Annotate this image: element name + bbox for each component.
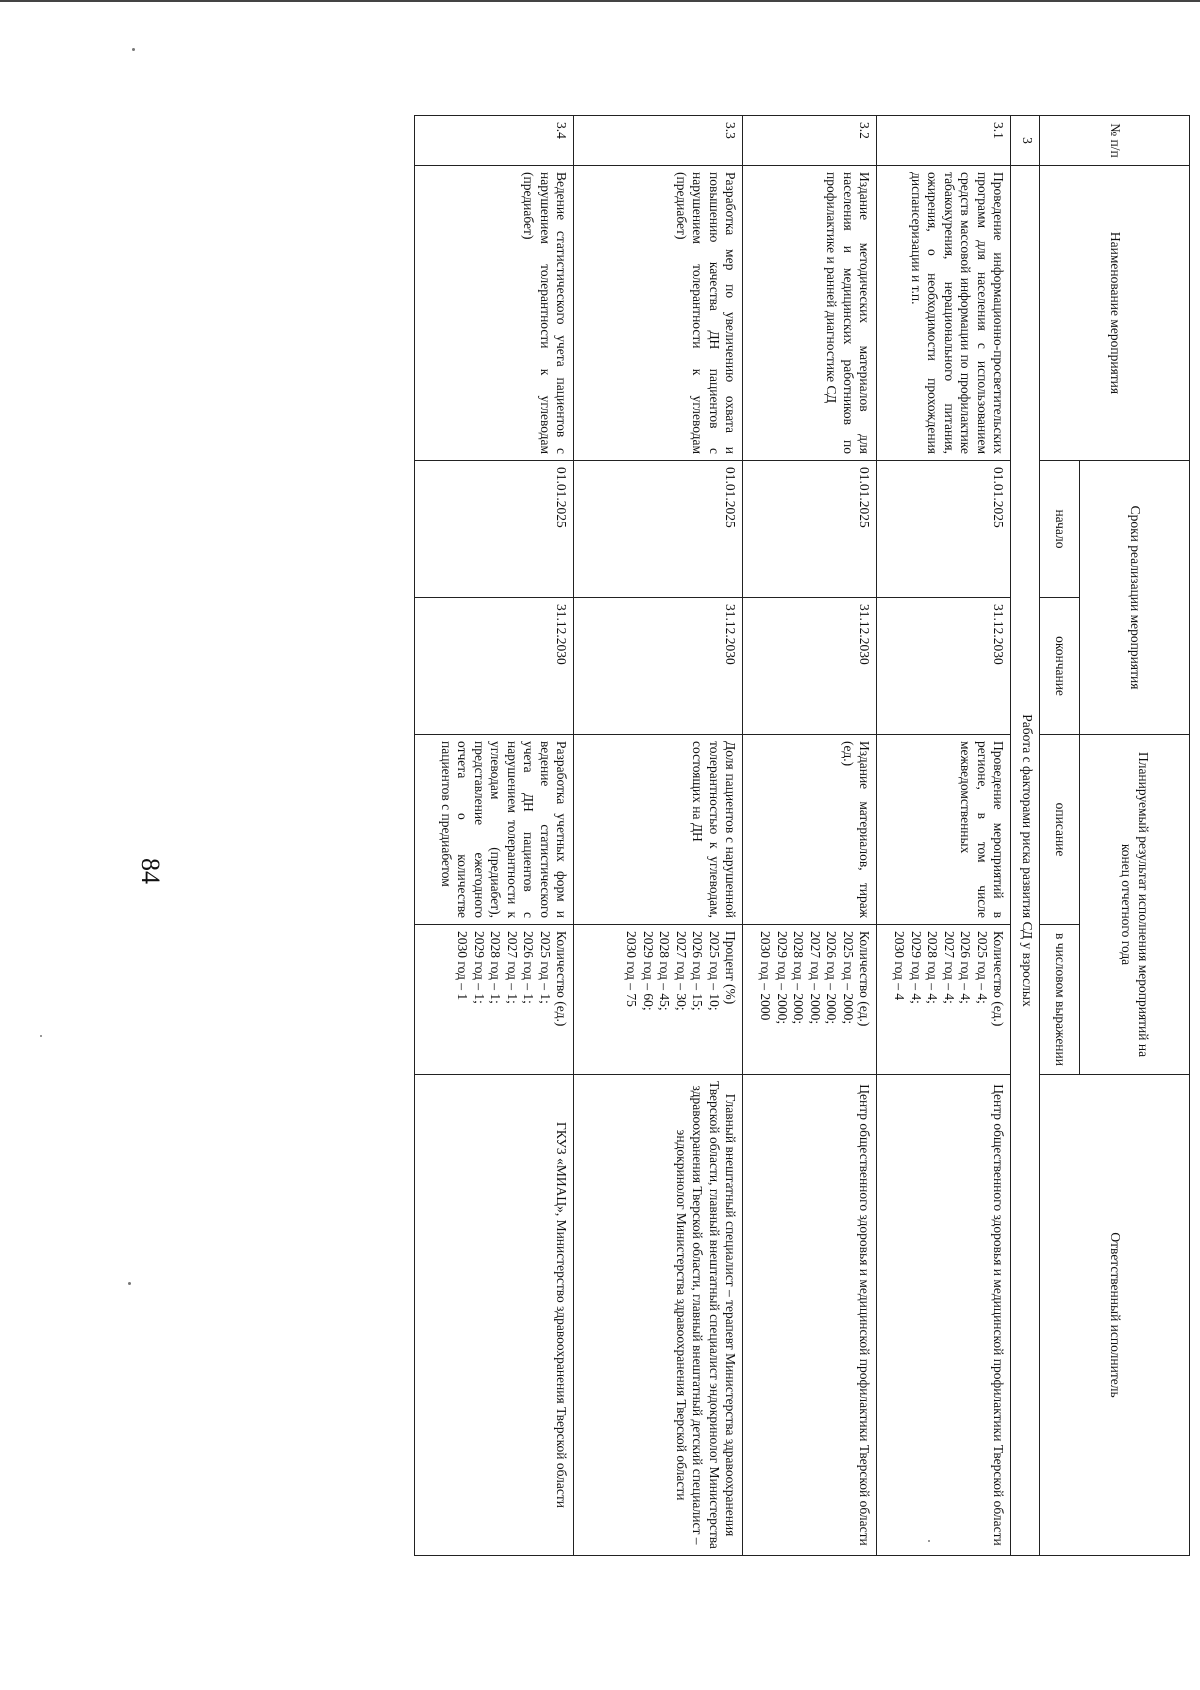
scan-speck	[132, 48, 135, 51]
table-row	[877, 116, 1011, 1556]
section-num: 3	[1011, 116, 1040, 166]
header-numeric: в числовом выражении	[1040, 925, 1080, 1075]
row-name: Проведение информационно-просветительских программ для населения с использованием средств массовой информации по профилактике табакокурения, нерационального питания, ожирения, о необходимости прохождения диспансеризации и т.п.	[877, 166, 1011, 461]
row-name: Ведение статистического учета пациентов с нарушением толерантности к углеводам (предиабет)	[415, 166, 574, 461]
header-description: описание	[1040, 735, 1080, 925]
header-num: № п/п	[1040, 116, 1190, 166]
row-executor: Центр общественного здоровья и медицинской профилактики Тверской области	[877, 1075, 1011, 1556]
row-description: Проведение мероприятий в регионе, в том числе межведомственных	[877, 735, 1011, 925]
row-executor: Главный внештатный специалист – терапевт Министерства здравоохранения Тверской области, главный внештатный специалист эндокринолог Министерства здравоохранения Тверской области, главный внештатный детский специалист – эндокринолог Министерства здравоохранения Тверской области	[574, 1075, 743, 1556]
row-description: Доля пациентов с нарушенной толерантностью к углеводам, состоящих на ДН	[574, 735, 743, 925]
scan-edge-line	[0, 0, 1200, 2]
row-executor: ГКУЗ «МИАЦ», Министерство здравоохранения Тверской области	[415, 1075, 574, 1556]
header-dates: Сроки реализации мероприятия	[1080, 461, 1190, 735]
header-end: окончание	[1040, 598, 1080, 735]
row-name: Издание методических материалов для населения и медицинских работников по профилактике и ранней диагностике СД	[743, 166, 877, 461]
row-name: Разработка мер по увеличению охвата и повышению качества ДН пациентов с нарушением толерантности к углеводам (предиабет)	[574, 166, 743, 461]
section-row	[1011, 116, 1040, 1556]
header-name: Наименование мероприятия	[1040, 166, 1190, 461]
row-start: 01.01.2025	[415, 461, 574, 598]
row-end: 31.12.2030	[415, 598, 574, 735]
row-start: 01.01.2025	[574, 461, 743, 598]
row-numeric: Количество (ед.) 2025 год – 1; 2026 год – 1; 2027 год – 1; 2028 год – 1; 2029 год – 1; 2030 год – 1	[415, 925, 574, 1075]
row-start: 01.01.2025	[743, 461, 877, 598]
header-result: Планируемый результат исполнения мероприятий на конец отчетного года	[1080, 735, 1190, 1075]
table-row	[574, 116, 743, 1556]
row-numeric: Количество (ед.) 2025 год – 4; 2026 год – 4; 2027 год – 4; 2028 год – 4; 2029 год – 4; 2030 год – 4	[877, 925, 1011, 1075]
row-description: Разработка учетных форм и ведение статистического учета ДН пациентов с нарушением толерантности к углеводам (предиабет), представление ежегодного отчета о количестве пациентов с предиабетом	[415, 735, 574, 925]
row-num: 3.3	[574, 116, 743, 166]
table-row	[415, 116, 574, 1556]
row-end: 31.12.2030	[743, 598, 877, 735]
row-description: Издание материалов, тираж (ед.)	[743, 735, 877, 925]
page-number: 84	[136, 858, 165, 884]
row-numeric: Количество (ед.) 2025 год – 2000; 2026 год – 2000; 2027 год – 2000; 2028 год – 2000; 2029 год – 2000; 2030 год – 2000	[743, 925, 877, 1075]
row-end: 31.12.2030	[877, 598, 1011, 735]
header-executor: Ответственный исполнитель	[1040, 1075, 1190, 1556]
row-start: 01.01.2025	[877, 461, 1011, 598]
row-end: 31.12.2030	[574, 598, 743, 735]
table-row	[743, 116, 877, 1556]
scan-speck	[128, 1282, 131, 1285]
table-header	[1040, 116, 1190, 1556]
header-start: начало	[1040, 461, 1080, 598]
row-executor: Центр общественного здоровья и медицинской профилактики Тверской области	[743, 1075, 877, 1556]
section-title: Работа с факторами риска развития СД у взрослых	[1011, 166, 1040, 1556]
scan-speck	[40, 1035, 42, 1037]
row-num: 3.4	[415, 116, 574, 166]
row-num: 3.1	[877, 116, 1011, 166]
activity-table	[414, 115, 1190, 1556]
activity-table-container	[180, 115, 1190, 1555]
row-num: 3.2	[743, 116, 877, 166]
row-numeric: Процент (%) 2025 год – 10; 2026 год – 15; 2027 год – 30; 2028 год – 45; 2029 год – 60; 2030 год – 75	[574, 925, 743, 1075]
